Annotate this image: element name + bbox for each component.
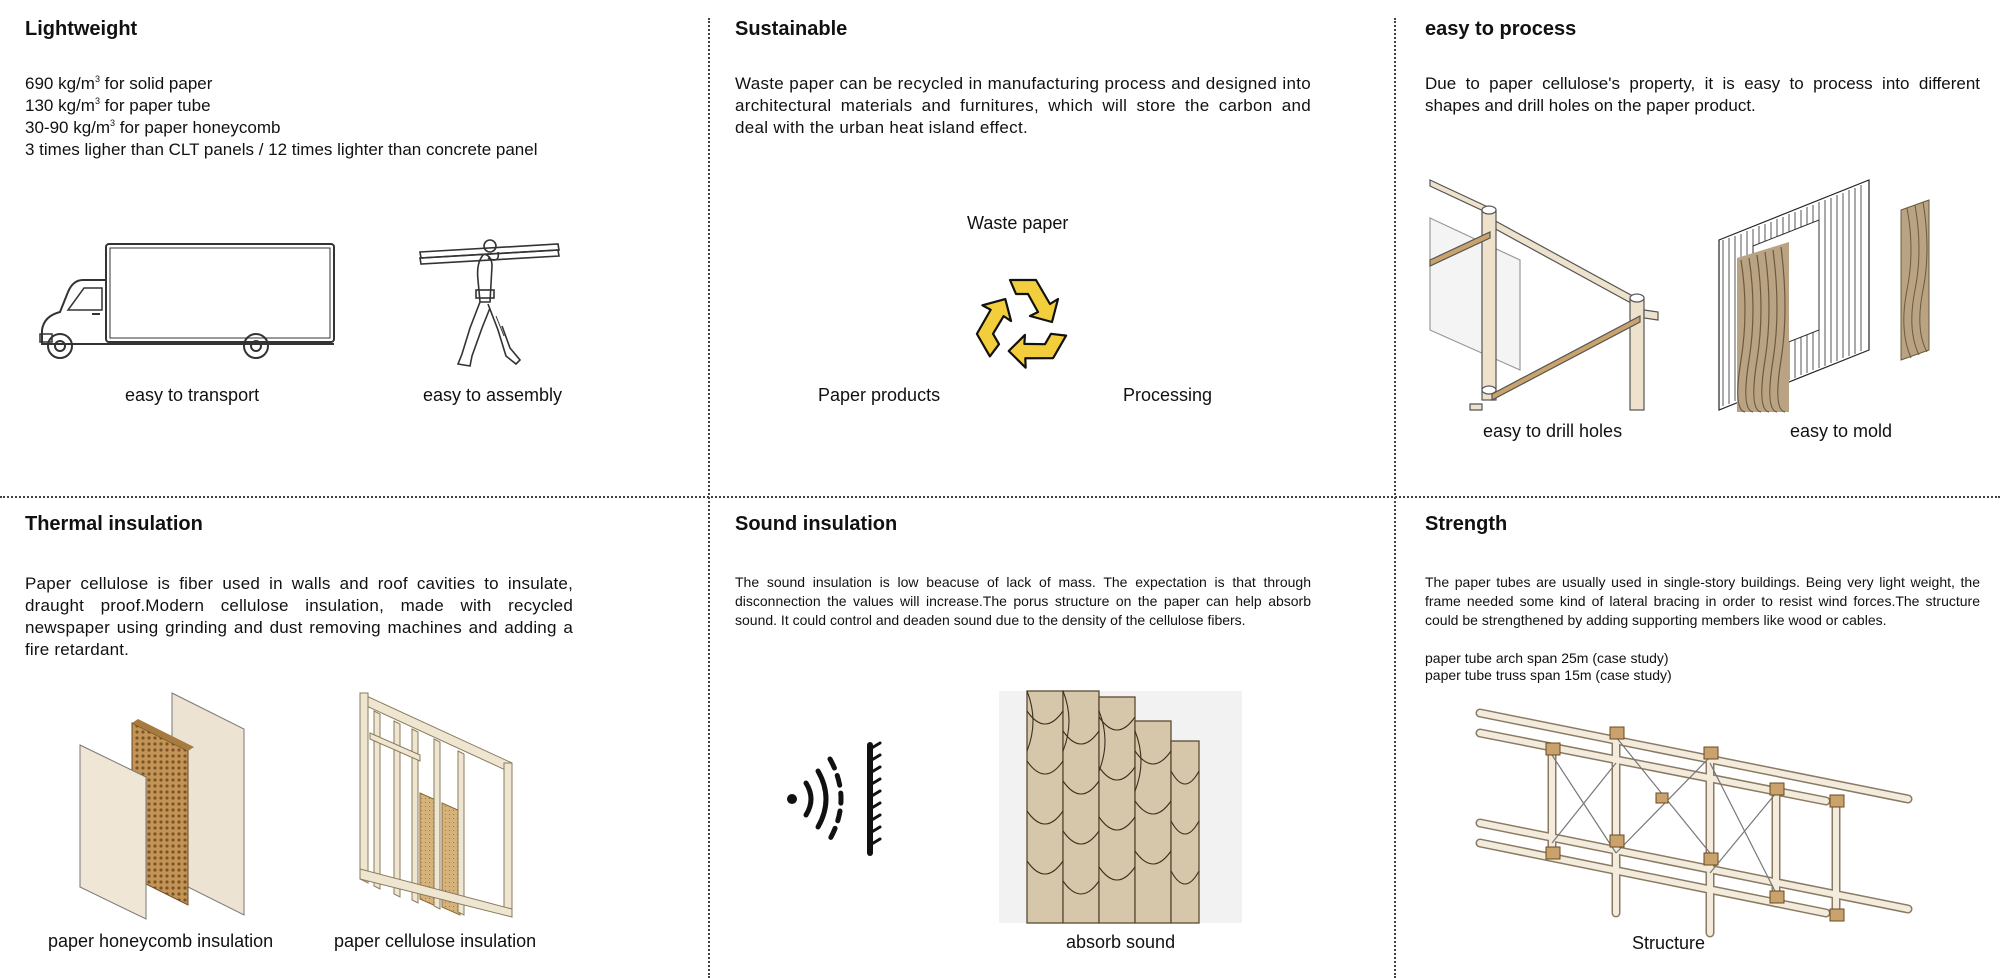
case-study-arch: paper tube arch span 25m (case study) — [1425, 650, 1669, 666]
caption-assembly: easy to assembly — [423, 385, 563, 405]
caption-transport: easy to transport — [125, 385, 260, 405]
cycle-label-waste: Waste paper — [967, 213, 1069, 233]
caption-drill: easy to drill holes — [1483, 421, 1623, 441]
recycle-icon — [966, 268, 1078, 380]
sound-wave-icon — [786, 743, 882, 855]
truss-structure-illustration — [1476, 703, 1916, 935]
panel-title: Lightweight — [25, 18, 138, 40]
panel-thermal — [0, 498, 708, 978]
acoustic-panel-illustration — [999, 691, 1242, 923]
strength-text: The paper tubes are usually used in single-story buildings. Being very light weight, the frame needed some kind of lateral bracing in order to resist wind forces.The structure could be strengthened by adding supporting members like wood or cables. — [1425, 574, 1980, 628]
panel-process — [1394, 0, 2000, 496]
process-text: Due to paper cellulose's property, it is easy to process into different shapes and drill holes on the paper product. — [1425, 74, 1980, 115]
panel-sustainable — [708, 0, 1394, 496]
worker-icon — [418, 236, 568, 376]
panel-title: Thermal insulation — [25, 513, 203, 535]
cycle-label-processing: Processing — [1123, 385, 1213, 405]
caption-structure: Structure — [1632, 933, 1706, 953]
caption-mold: easy to mold — [1790, 421, 1893, 441]
panel-title: Sustainable — [735, 18, 848, 40]
weight-list — [25, 73, 538, 161]
honeycomb-insulation-illustration — [80, 693, 250, 918]
thermal-text: Paper cellulose is fiber used in walls and roof cavities to insulate, draught proof.Modern cellulose insulation, made with recycled newspaper using grinding and dust removing machines and adding a fire retardant. — [25, 574, 573, 659]
panel-title: easy to process — [1425, 18, 1577, 40]
sustainable-text: Waste paper can be recycled in manufacturing process and designed into architectural materials and furnitures, which will store the carbon and deal with the urban heat island effect. — [735, 74, 1311, 137]
drilled-frame-illustration — [1430, 180, 1662, 412]
weight-line: 3 times ligher than CLT panels / 12 times lighter than concrete panel — [25, 140, 538, 159]
weight-line: 690 $kg/m^3$ for solid paper — [25, 74, 213, 93]
caption-cellulose: paper cellulose insulation — [334, 931, 537, 951]
panel-title: Sound insulation — [735, 513, 898, 535]
panel-strength — [1394, 498, 2000, 978]
molded-panel-illustration — [1719, 180, 1959, 412]
caption-absorb: absorb sound — [1066, 932, 1176, 952]
cycle-label-products: Paper products — [818, 385, 941, 405]
panel-title: Strength — [1425, 513, 1508, 535]
panel-lightweight — [0, 0, 708, 496]
weight-line: 30-90 $kg/m^3$ for paper honeycomb — [25, 118, 281, 137]
caption-honeycomb: paper honeycomb insulation — [48, 931, 274, 951]
panel-sound — [708, 498, 1394, 978]
case-study-truss: paper tube truss span 15m (case study) — [1425, 667, 1672, 683]
cellulose-insulation-illustration — [360, 693, 520, 918]
sound-text: The sound insulation is low beacuse of lack of mass. The expectation is that through disconnection the values will increase.The porus structure on the paper can help absorb sound. It could control and deaden sound due to the density of the cellulose fibers. — [735, 574, 1311, 628]
weight-line: 130 $kg/m^3$ for paper tube — [25, 96, 211, 115]
truck-icon — [38, 240, 338, 360]
